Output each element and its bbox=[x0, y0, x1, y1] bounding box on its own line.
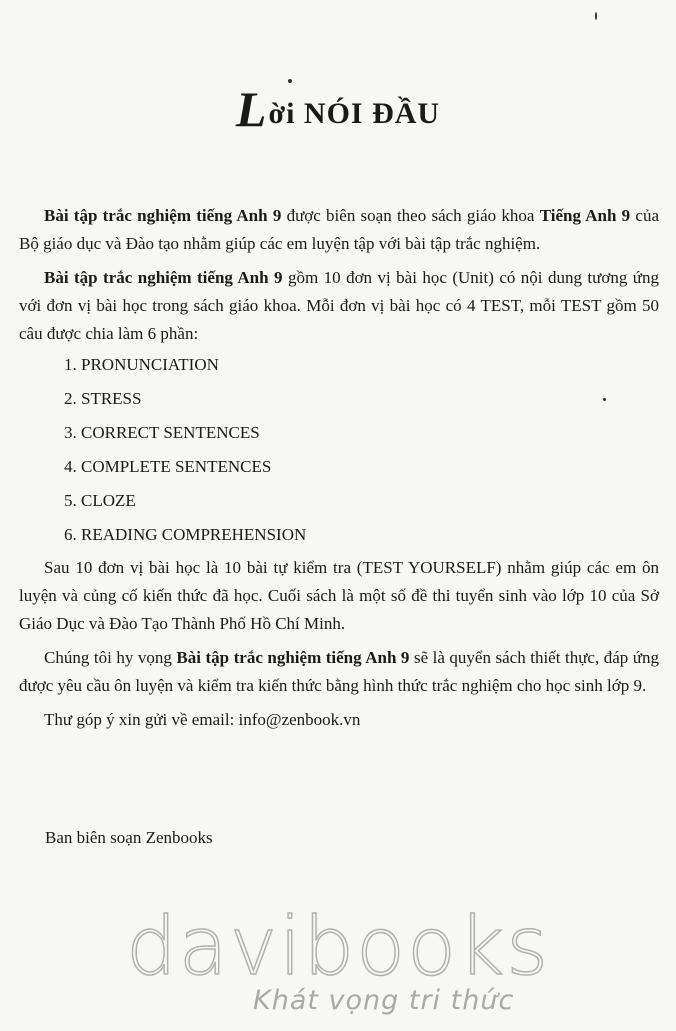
book-title-bold: Bài tập trắc nghiệm tiếng Anh 9 bbox=[44, 206, 282, 225]
list-item: 1. PRONUNCIATION bbox=[64, 355, 219, 374]
paragraph-hope bbox=[19, 644, 659, 700]
title-drop-letter: L bbox=[235, 81, 268, 137]
signature: Ban biên soạn Zenbooks bbox=[45, 828, 213, 847]
preface-body bbox=[19, 202, 659, 740]
paragraph-contact: Thư góp ý xin gửi về email: info@zenbook.vn bbox=[44, 710, 361, 729]
paragraph-text: gồm 10 đơn vị bài học (Unit) có nội dung tương ứng với đơn vị bài học trong sách giáo khoa. Mỗi đơn vị bài học có 4 TEST, mỗi TEST gồm 50 câu được chia làm 6 phần: bbox=[19, 268, 659, 343]
scan-speck bbox=[595, 12, 597, 20]
title-rest: ời NÓI ĐẦU bbox=[268, 97, 441, 130]
list-item: 3. CORRECT SENTENCES bbox=[64, 423, 260, 442]
paragraph-structure bbox=[19, 264, 659, 348]
paragraph-text: Chúng tôi hy vọng bbox=[44, 648, 177, 667]
paragraph-text: sẽ là quyển sách thiết thực, đáp ứng được yêu cầu ôn luyện và kiểm tra kiến thức bằng hình thức trắc nghiệm cho học sinh lớp 9. bbox=[19, 648, 660, 695]
watermark-brand: davibooks bbox=[125, 900, 551, 993]
book-title-bold: Bài tập trắc nghiệm tiếng Anh 9 bbox=[176, 648, 410, 667]
watermark-tagline: Khát vọng tri thức bbox=[253, 985, 515, 1016]
section-list bbox=[19, 348, 659, 552]
paragraph-intro bbox=[19, 202, 659, 258]
list-item: 5. CLOZE bbox=[64, 491, 136, 510]
paragraph-test-yourself: Sau 10 đơn vị bài học là 10 bài tự kiểm tra (TEST YOURSELF) nhằm giúp các em ôn luyện và củng cố kiến thức đã học. Cuối sách là một số đề thi tuyển sinh vào lớp 10 của Sở Giáo Dục và Đào Tạo Thành Phố Hồ Chí Minh. bbox=[19, 558, 659, 633]
paragraph-text: của Bộ giáo dục và Đào tạo nhằm giúp các em luyện tập với bài tập trắc nghiệm. bbox=[19, 206, 659, 253]
book-title-bold: Bài tập trắc nghiệm tiếng Anh 9 bbox=[44, 268, 283, 287]
paragraph-text: được biên soạn theo sách giáo khoa bbox=[281, 206, 540, 225]
list-item: 4. COMPLETE SENTENCES bbox=[64, 457, 272, 476]
list-item: 6. READING COMPREHENSION bbox=[64, 525, 307, 544]
list-item: 2. STRESS bbox=[64, 389, 142, 408]
page-title bbox=[0, 80, 676, 138]
textbook-title-bold: Tiếng Anh 9 bbox=[539, 206, 631, 225]
